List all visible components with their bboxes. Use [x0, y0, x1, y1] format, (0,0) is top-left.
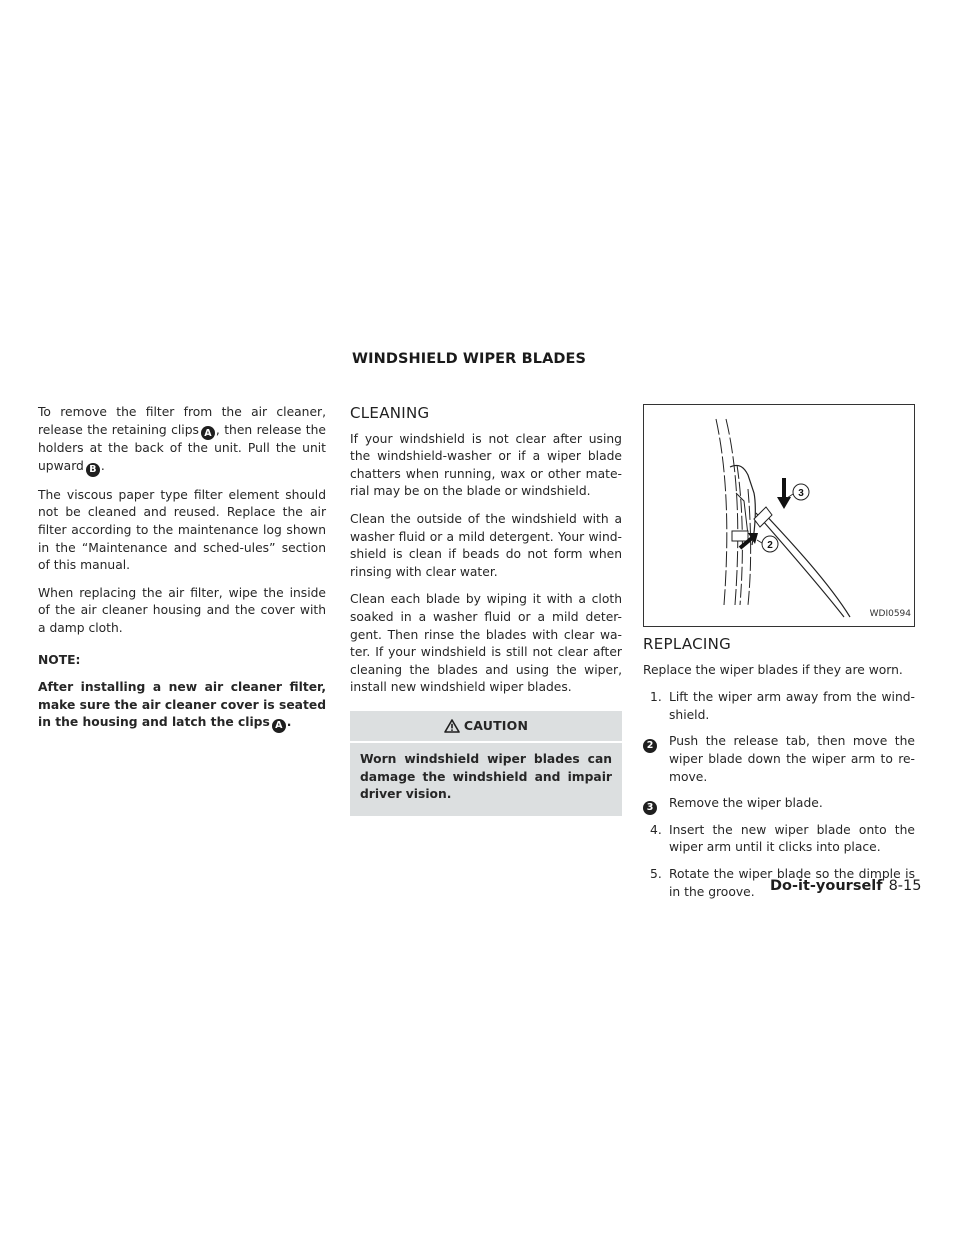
text: , then release the holders at the back of the unit. Pull the unit upward — [38, 422, 326, 473]
figure-code: WDI0594 — [869, 609, 911, 620]
step-text: Push the release tab, then move the wiper blade down the wiper arm to re-move. — [669, 734, 915, 784]
section-heading: WINDSHIELD WIPER BLADES — [352, 351, 587, 367]
caution-text: Worn windshield wiper blades can damage the windshield and impair driver vision. — [360, 751, 612, 802]
callout-2: 2 — [767, 540, 773, 551]
step-text: Insert the new wiper blade onto the wiper arm until it clicks into place. — [669, 822, 915, 855]
callout-3: 3 — [798, 488, 804, 499]
cleaning-paragraph-2: Clean the outside of the windshield with a washer fluid or a mild detergent. Your wind-shield is clean if beads do not form when rinsing with clear water. — [350, 511, 622, 579]
step-text: Rotate the wiper blade so the dimple is in the groove. — [669, 866, 915, 899]
replacing-heading: REPLACING — [643, 635, 732, 653]
marker-b-icon: B — [86, 463, 100, 477]
wiper-diagram — [644, 405, 914, 626]
caution-header — [350, 711, 622, 743]
page-footer — [770, 878, 922, 894]
list-item — [643, 795, 915, 813]
warning-triangle-icon — [444, 719, 460, 733]
step-2-circle-icon: 2 — [643, 739, 657, 753]
caution-box — [350, 711, 622, 816]
marker-a-icon: A — [201, 426, 215, 440]
step-number — [643, 734, 657, 753]
replacing-steps — [643, 689, 915, 901]
step-text: Remove the wiper blade. — [669, 796, 823, 811]
cleaning-paragraph-3: Clean each blade by wiping it with a cloth soaked in a washer fluid or a mild deter-gent. Then rinse the blades with clear wa-ter. If your windshield is still not clear after cleaning the blades and using the wiper, install new windshield wiper blades. — [350, 592, 622, 695]
step-number: 5. — [650, 866, 662, 881]
step-number: 4. — [650, 822, 662, 837]
wiper-blade-illustration — [643, 404, 915, 627]
filter-element-paragraph: The viscous paper type filter element should not be cleaned and reused. Replace the air filter according to the maintenance log shown in the “Maintenance and sched-ules” section of this manual. — [38, 487, 326, 573]
list-item — [643, 822, 915, 857]
step-number — [643, 796, 657, 815]
text: After installing a new air cleaner filter, make sure the air cleaner cover is seated in the housing and latch the clips — [38, 680, 326, 730]
cleaning-heading: CLEANING — [350, 404, 430, 422]
cleaning-paragraph-1: If your windshield is not clear after using the windshield-washer or if a wiper blade chatters when running, wax or other mate-rial may be on the blade or windshield. — [350, 431, 622, 499]
list-item — [643, 689, 915, 724]
note-label: NOTE: — [38, 652, 81, 667]
chapter-name: Do-it-yourself — [770, 878, 883, 894]
column-replacing — [643, 404, 915, 910]
step-number: 1. — [650, 690, 662, 705]
step-text: Lift the wiper arm away from the wind-shield. — [669, 690, 915, 722]
text: . — [100, 458, 105, 473]
caution-title: CAUTION — [463, 718, 529, 734]
marker-a-icon: A — [272, 719, 286, 733]
list-item — [643, 733, 915, 786]
page-number: 8-15 — [888, 878, 922, 894]
housing-wipe-paragraph: When replacing the air filter, wipe the inside of the air cleaner housing and the cover with a damp cloth. — [38, 585, 326, 635]
text: To remove the filter from the air cleaner, release the retaining clips — [38, 405, 326, 437]
column-air-filter — [38, 404, 326, 743]
note-text — [38, 679, 326, 733]
air-filter-removal-paragraph — [38, 404, 326, 477]
step-3-circle-icon: 3 — [643, 801, 657, 815]
text: . — [286, 715, 292, 730]
replacing-intro: Replace the wiper blades if they are worn. — [643, 662, 903, 677]
column-cleaning — [350, 404, 622, 816]
